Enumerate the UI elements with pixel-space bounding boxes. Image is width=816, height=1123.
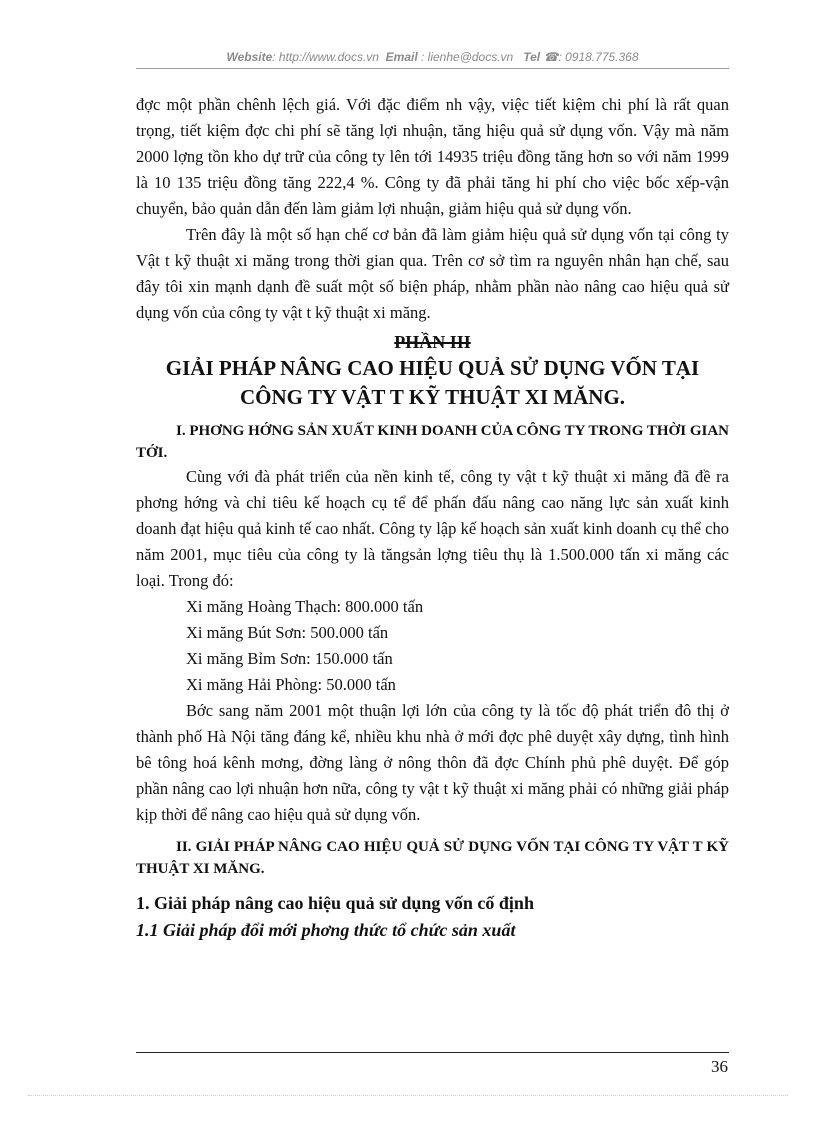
header-divider: [136, 68, 729, 69]
website-value: : http://www.docs.vn: [272, 50, 379, 64]
paragraph-3: Cùng với đà phát triển của nền kinh tế, công ty vật t kỹ thuật xi măng đã đề ra phơng hớng và chỉ tiêu kế hoạch cụ tể để phấn đấu nâng cao năng lực sản xuất kinh doanh đạt hiệu quả kinh tế cao nhất. Công ty lập kế hoạch sản xuất kinh doanh cụ thể cho năm 2001, mục tiêu của công ty là tăngsản lợng tiêu thụ là 1.500.000 tấn xi măng các loại. Trong đó:: [136, 467, 729, 590]
part-title-line-1: GIẢI PHÁP NÂNG CAO HIỆU QUẢ SỬ DỤNG VỐN TẠI: [165, 356, 700, 380]
page-body: [136, 92, 729, 944]
list-item: Xi măng Hải Phòng: 50.000 tấn: [186, 675, 396, 694]
section-heading-2: II. GIẢI PHÁP NÂNG CAO HIỆU QUẢ SỬ DỤNG VỐN TẠI CÔNG TY VẬT T KỸ THUẬT XI MĂNG.: [136, 839, 729, 877]
subheading-1: 1. Giải pháp nâng cao hiệu quả sử dụng vốn cố định: [136, 893, 534, 913]
email-value: : lienhe@docs.vn: [421, 50, 514, 64]
part-title-line-2: CÔNG TY VẬT T KỸ THUẬT XI MĂNG.: [239, 385, 626, 409]
footer-divider: [136, 1052, 729, 1053]
paragraph-4: Bớc sang năm 2001 một thuận lợi lớn của công ty là tốc độ phát triển đô thị ở thành phố Hà Nội tăng đáng kể, nhiều khu nhà ở mới đợc phê duyệt xây dựng, tình hình bê tông hoá kênh mơng, đờng làng ở nông thôn đã đợc Chính phủ phê duyệt. Để góp phần nâng cao lợi nhuận hơn nữa, công ty vật t kỹ thuật xi măng phải có những giải pháp kịp thời để nâng cao hiệu quả sử dụng vốn.: [136, 701, 729, 824]
paragraph-1: đợc một phần chênh lệch giá. Với đặc điểm nh vậy, việc tiết kiệm chi phí là rất quan trọng, tiết kiệm đợc chi phí sẽ tăng lợi nhuận, tăng hiệu quả sử dụng vốn. Vậy mà năm 2000 lợng tồn kho dự trữ của công ty lên tới 14935 triệu đồng tăng hơn so với năm 1999 là 10 135 triệu đồng tăng 222,4 %. Công ty đã phải tăng hi phí cho việc bốc xếp-vận chuyển, bảo quản dẫn đến làm giảm lợi nhuận, giảm hiệu quả sử dụng vốn.: [136, 95, 729, 218]
email-label: Email: [385, 50, 418, 64]
subheading-1-1: 1.1 Giải pháp đổi mới phơng thức tổ chức sản xuất: [136, 920, 516, 940]
page-header: [136, 50, 729, 64]
tel-value: ☎: 0918.775.368: [543, 50, 639, 64]
list-item: Xi măng Hoàng Thạch: 800.000 tấn: [186, 597, 424, 616]
part-label-text: PHẦN III: [394, 332, 471, 352]
paragraph-2: Trên đây là một số hạn chế cơ bản đã làm giảm hiệu quả sử dụng vốn tại công ty Vật t kỹ thuật xi măng trong thời gian qua. Trên cơ sở tìm ra nguyên nhân hạn chế, sau đây tôi xin mạnh dạnh đề suất một số biện pháp, nhằm phần nào nâng cao hiệu quả sử dụng vốn của công ty vật t kỹ thuật xi măng.: [136, 225, 729, 322]
page-bottom-border: [28, 1095, 788, 1096]
page-number: 36: [711, 1057, 728, 1076]
section-heading-1: I. PHƠNG HỚNG SẢN XUẤT KINH DOANH CỦA CÔNG TY TRONG THỜI GIAN TỚI.: [136, 423, 729, 461]
website-label: Website: [226, 50, 273, 64]
list-item: Xi măng Bút Sơn: 500.000 tấn: [186, 623, 389, 642]
list-item: Xi măng Bỉm Sơn: 150.000 tấn: [186, 649, 393, 668]
part-label: [136, 330, 729, 354]
tel-label: Tel: [523, 50, 541, 64]
